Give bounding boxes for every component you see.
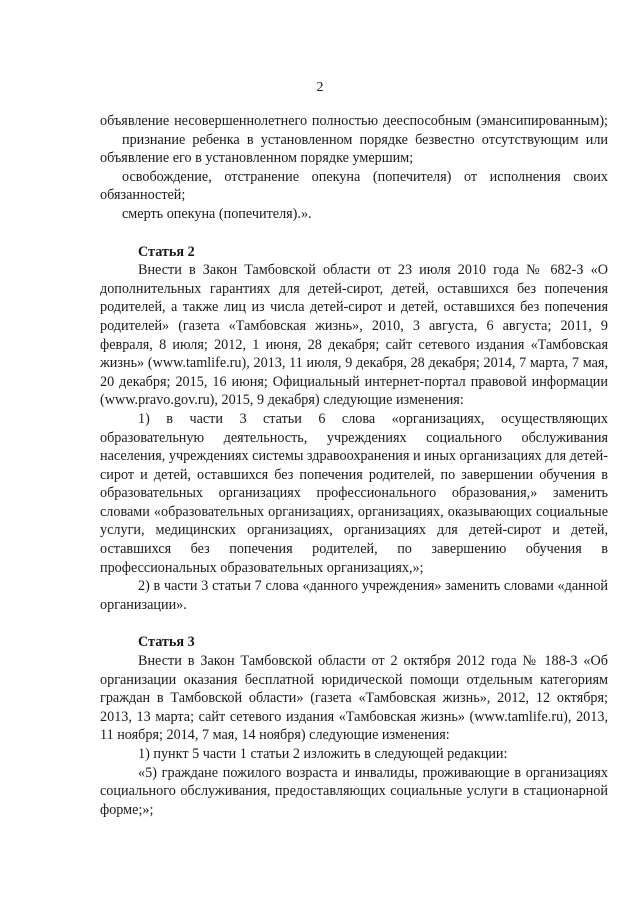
- article-3-heading: Статья 3: [138, 634, 195, 651]
- document-body: [100, 112, 608, 819]
- paragraph-missing-person: признание ребенка в установленном порядке безвестно отсутствующим или объявление его в установленном порядке умершим;: [100, 131, 608, 167]
- paragraph-guardian-death: смерть опекуна (попечителя).».: [122, 205, 312, 222]
- article-2-item-2: 2) в части 3 статьи 7 слова «данного учреждения» заменить словами «данной организации».: [100, 578, 608, 613]
- article-3-quote: «5) граждане пожилого возраста и инвалиды, проживающие в организациях социального обслуживания, предоставляющих социальные услуги в стационарной форме;»;: [100, 764, 608, 818]
- paragraph-guardian-release: освобождение, отстранение опекуна (попечителя) от исполнения своих обязанностей;: [100, 168, 608, 204]
- page-number: 2: [316, 80, 324, 95]
- article-2-intro: Внести в Закон Тамбовской области от 23 июля 2010 года № 682-З «О дополнительных гарантиях для детей-сирот, детей, оставшихся без попечения родителей, а также лиц из числа детей-сирот и детей, оставшихся без попечения родителей» (газета «Тамбовская жизнь», 2010, 3 августа, 6 августа; 2011, 9 февраля, 8 июля; 2012, 1 июня, 28 декабря; сайт сетевого издания «Тамбовская жизнь» (www.tamlife.ru), 2013, 11 июля, 9 декабря, 28 декабря; 2014, 7 марта, 7 мая, 20 декабря; 2015, 16 июня; Официальный интернет-портал правовой информации (www.pravo.gov.ru), 2015, 9 декабря) следующие изменения:: [100, 262, 608, 409]
- article-2-item-1: 1) в части 3 статьи 6 слова «организациях, осуществляющих образовательную деятельность, учреждениях социального обслуживания населения, учреждениях системы здравоохранения и иных организациях для детей-сирот и детей, оставшихся без попечения родителей, по завершении обучения в образовательных организациях профессионального образования,» заменить словами «образовательных организациях, организациях, оказывающих социальные услуги, медицинских организациях, организациях для детей-сирот и детей, оставшихся без попечения родителей, по завершению обучения в профессиональных образовательных организациях,»;: [100, 410, 608, 576]
- paragraph-emancipation: объявление несовершеннолетнего полностью дееспособным (эмансипированным);: [100, 113, 608, 129]
- article-3-intro: Внести в Закон Тамбовской области от 2 октября 2012 года № 188-З «Об организации оказания бесплатной юридической помощи отдельным категориям граждан в Тамбовской области» (газета «Тамбовская жизнь», 2012, 12 октября; 2013, 13 марта; сайт сетевого издания «Тамбовская жизнь» (www.tamlife.ru), 2013, 11 ноября; 2014, 7 мая, 14 ноября) следующие изменения:: [100, 653, 608, 744]
- article-2-heading: Статья 2: [138, 243, 195, 260]
- article-3-item-1: 1) пункт 5 части 1 статьи 2 изложить в следующей редакции:: [138, 746, 508, 762]
